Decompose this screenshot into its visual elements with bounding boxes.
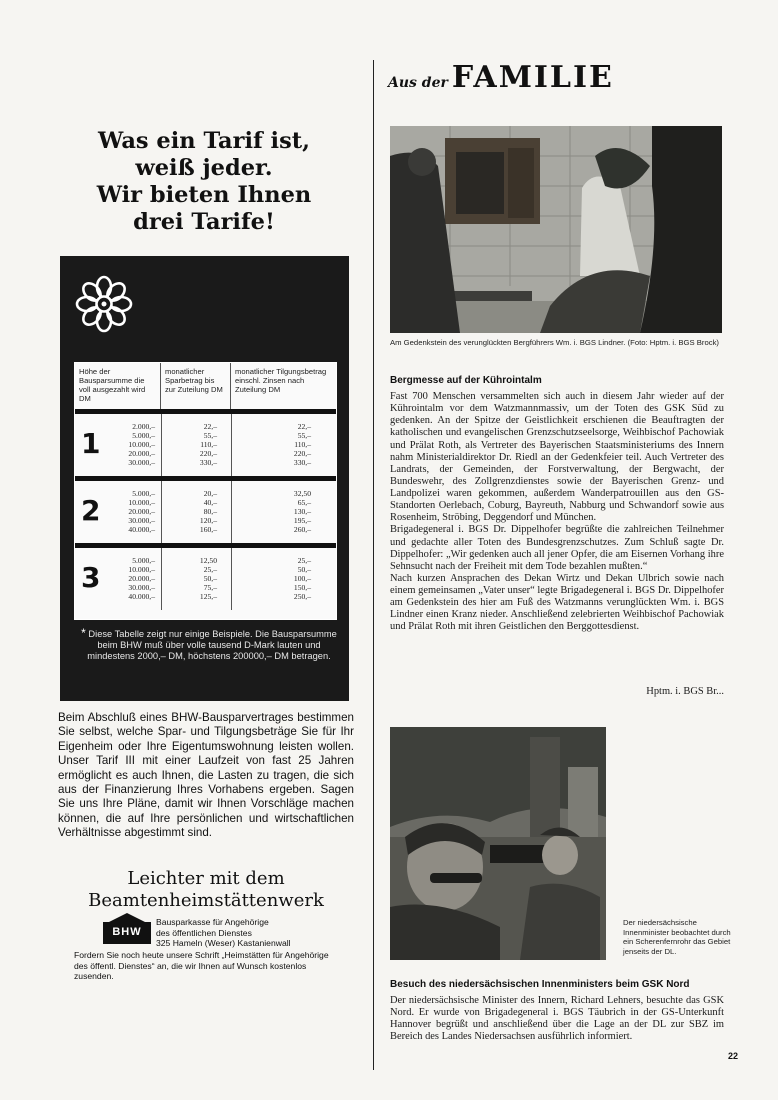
tarif-number: 1: [81, 427, 101, 460]
bhw-address: [156, 917, 356, 949]
minister-photo-image: [390, 727, 606, 960]
photo-memorial-stone: [390, 126, 722, 333]
table-cell: 5.000,– 10.000,– 20.000,– 30.000,– 40.000,–: [128, 489, 155, 534]
table-cell: 2.000,– 5.000,– 10.000,– 20.000,– 30.000,–: [128, 422, 155, 467]
table-cell: 5.000,– 10.000,– 20.000,– 30.000,– 40.000,–: [128, 556, 155, 601]
table-cell: 20,– 40,– 80,– 120,– 160,–: [199, 489, 217, 534]
tariff-box: [60, 256, 349, 701]
table-footnote: [78, 628, 340, 662]
section-title-main: FAMILIE: [451, 60, 614, 95]
article-body: [390, 995, 724, 1044]
address-line: Bausparkasse für Angehörige: [156, 917, 269, 927]
table-row: [75, 481, 336, 543]
table-header: Höhe der Bausparsumme die voll ausgezahlt wird DM: [75, 363, 161, 409]
article-paragraph: Brigadegeneral i. BGS Dr. Dippelhofer begrüßte die zahlreichen Teilnehmer und gedachte aller Toten des Bundesgrenzschutzes. Zum Schluß sagte Dr. Dippelhofer: „Wir gedenken auch all jener Opfer, die am Eisernen Vorhang ihre Sehnsucht nach der Freiheit mit dem Tode bezahlen mußten.“: [390, 524, 724, 572]
article-byline: Hptm. i. BGS Br...: [646, 686, 724, 697]
table-cell: 22,– 55,– 110,– 220,– 330,–: [199, 422, 217, 467]
table-row: [75, 414, 336, 476]
table-cell: 22,– 55,– 110,– 220,– 330,–: [293, 422, 311, 467]
logo-text: BHW: [112, 926, 142, 938]
slogan-line: Beamtenheimstättenwerk: [88, 890, 324, 911]
address-line: 325 Hameln (Weser) Kastanienwall: [156, 938, 291, 949]
section-title-prefix: Aus der: [388, 75, 448, 91]
ad-headline-line: drei Tarife!: [133, 209, 275, 235]
article-body: [390, 391, 724, 634]
tariff-table: [74, 362, 337, 620]
column-divider: [373, 60, 374, 1070]
house-roof-icon: [107, 913, 147, 923]
table-cell: 12,50 25,– 50,– 75,– 125,–: [199, 556, 217, 601]
article-paragraph: Fast 700 Menschen versammelten sich auch in diesem Jahr wieder auf der Kührointalm vor dem Watzmannmassiv, um der Toten des GSK Süd zu gedenken. An der Spitze der Geistlichkeit erschienen die Beauftragten der katholischen und evangelischen Grenzschutzseelsorge, Weihbischof Pachowiak und Prälat Roth, als Vertreter des Bayerischen Staatsministeriums des Innern nahm Ministerialdirektor Dr. Riedl an der Gedenkfeier teil. Auch Vertreter des Landrats, der Gemeinden, der Forstverwaltung, der Bergwacht, der Bundeswehr, des Zollgrenzdienstes sowie der Bayerischen Grenz- und Landpolizei waren gekommen, außerdem Wanderpatrouillen aus den GS-Standorten Oerlebach, Coburg, Bayreuth, Nabburg und Schwandorf sowie aus Rosenheim, Ströbing, Deggendorf und München.: [390, 391, 724, 524]
bhw-logo: [103, 922, 151, 944]
ad-headline-line: weiß jeder.: [135, 155, 273, 181]
ad-slogan: [58, 868, 354, 912]
table-header: monatlicher Sparbetrag bis zur Zuteilung DM: [161, 363, 231, 409]
footnote-text: Diese Tabelle zeigt nur einige Beispiele. Die Bausparsumme beim BHW muß über volle tausend D-Mark lauten und mindestens 2000,– DM, höchstens 200000,– DM betragen.: [87, 629, 337, 661]
ad-headline: [58, 128, 350, 236]
ad-headline-line: Wir bieten Ihnen: [96, 182, 312, 208]
ad-headline-line: Was ein Tarif ist,: [98, 128, 310, 154]
table-header: monatlicher Tilgungsbetrag einschl. Zinsen nach Zuteilung DM: [235, 367, 327, 394]
article-heading: Besuch des niedersächsischen Innenministers beim GSK Nord: [390, 979, 690, 990]
photo-caption: Am Gedenkstein des verunglückten Bergführers Wm. i. BGS Lindner. (Foto: Hptm. i. BGS Brock): [390, 338, 719, 347]
table-row: [75, 548, 336, 610]
photo-caption: Der niedersächsische Innenminister beobachtet durch ein Scherenfernrohr das Gebiet jenseits der DL.: [623, 918, 731, 956]
article-paragraph: Nach kurzen Ansprachen des Dekan Wirtz und Dekan Ulbrich sowie nach einem gemeinsamen „Vater unser“ legte Brigadegeneral i. BGS Dr. Dippelhofer am Gedenkstein des hier am Fuß des Watzmanns verunglückten Wm. i. BGS Lindner einen Kranz nieder. Anschließend zelebrierten Weihbischof Pachowiak und Prälat Roth mit ihren Geistlichen den Berggottesdienst.: [390, 572, 724, 633]
photo-minister-telescope: [390, 727, 606, 960]
page-number: 22: [728, 1051, 739, 1061]
tarif-number: 3: [81, 561, 101, 594]
table-cell: 25,– 50,– 100,– 150,– 250,–: [293, 556, 311, 601]
memorial-photo-image: [390, 126, 722, 333]
slogan-line: Leichter mit dem: [127, 868, 285, 889]
asterisk-icon: *: [81, 626, 86, 640]
address-line: des öffentlichen Dienstes: [156, 927, 252, 938]
tarif-number: 2: [81, 494, 101, 527]
bhw-order-text: Fordern Sie noch heute unsere Schrift „Heimstätten für Angehörige des öffentl. Dienstes“ an, die wir Ihnen auf Wunsch kostenlos zusenden.: [74, 950, 329, 982]
ad-body-text: Beim Abschluß eines BHW-Bausparvertrages bestimmen Sie selbst, welche Spar- und Tilgungsbeträge Sie für Ihr Eigenheim oder Ihre Eigentumswohnung leisten wollen. Unser Tarif III mit einer Laufzeit von fast 25 Jahren ermöglicht es auch Ihnen, die Lasten zu tragen, die sich aus der Finanzierung Ihres Vorhabens ergeben. Sagen Sie uns Ihre Pläne, damit wir Ihnen Vorschläge machen können, die auf Ihre persönlichen und wirtschaftlichen Verhältnisse abgestimmt sind.: [58, 711, 354, 840]
article-paragraph: Der niedersächsische Minister des Innern, Richard Lehners, besuchte das GSK Nord. Er wurde von Brigadegeneral i. BGS Täubrich in der GS-Unterkunft Hannover begrüßt und anschließend über die Lage an der DL zur SBZ im Bereich des Landes Niedersachsen ausführlich informiert.: [390, 995, 724, 1043]
flower-logo-icon: [74, 274, 134, 334]
article-heading: Bergmesse auf der Kührointalm: [390, 375, 542, 386]
section-title: [388, 60, 614, 95]
table-cell: 32,50 65,– 130,– 195,– 260,–: [293, 489, 311, 534]
